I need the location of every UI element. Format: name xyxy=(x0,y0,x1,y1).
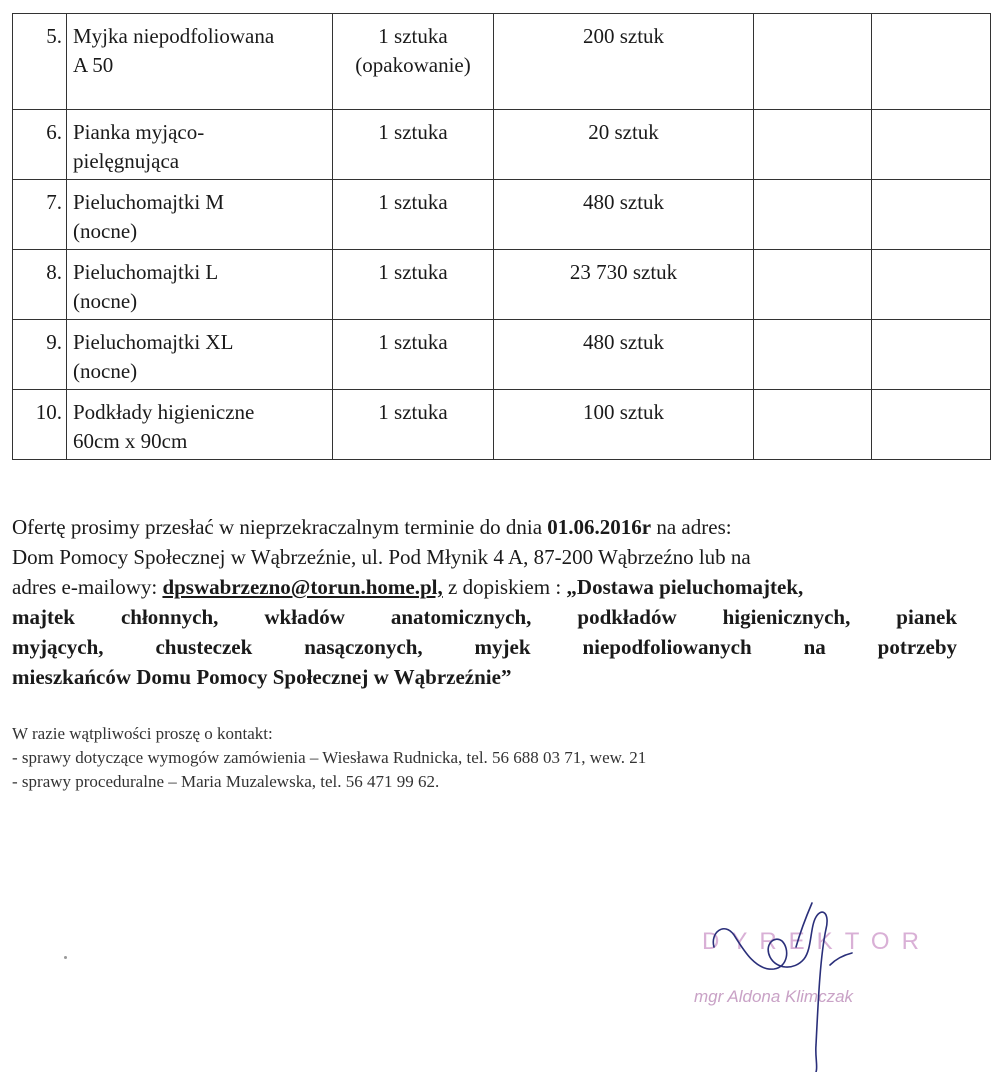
empty-cell-cell xyxy=(754,180,872,250)
annotation-start: „Dostawa pieluchomajtek, xyxy=(566,575,804,599)
row-number-cell xyxy=(13,250,67,320)
item-name-cell xyxy=(67,14,333,110)
empty-cell-cell xyxy=(872,110,991,180)
stamp-title: DYREKTOR xyxy=(702,928,931,955)
item-name-cell xyxy=(67,390,333,460)
empty-cell-cell xyxy=(872,250,991,320)
offer-paragraph xyxy=(12,512,957,692)
item-quantity: 480 sztuk xyxy=(582,190,665,214)
item-unit-cell xyxy=(333,14,494,110)
email-link[interactable]: dpswabrzezno@torun.home.pl, xyxy=(162,575,443,599)
items-table xyxy=(12,13,991,460)
contact-info xyxy=(12,722,646,794)
row-number: 8. xyxy=(46,260,62,284)
row-number: 9. xyxy=(46,330,62,354)
item-unit: 1 sztuka xyxy=(378,330,448,354)
item-name: Pieluchomajtki XL (nocne) xyxy=(73,330,234,383)
row-number-cell xyxy=(13,110,67,180)
item-name: Pianka myjąco- pielęgnująca xyxy=(73,120,205,173)
item-unit-cell xyxy=(333,320,494,390)
item-quantity-cell xyxy=(494,180,754,250)
item-unit-cell xyxy=(333,250,494,320)
table-row xyxy=(13,180,991,250)
item-quantity: 200 sztuk xyxy=(582,24,665,48)
empty-cell-cell xyxy=(754,320,872,390)
offer-line-3: adres e-mailowy: dpswabrzezno@torun.home.pl, z dopiskiem : „Dostawa pieluchomajtek, xyxy=(12,575,804,599)
item-quantity: 480 sztuk xyxy=(582,330,665,354)
item-unit-cell xyxy=(333,180,494,250)
item-unit: 1 sztuka xyxy=(378,120,448,144)
item-name-cell xyxy=(67,110,333,180)
offer-line-2: Dom Pomocy Społecznej w Wąbrzeźnie, ul. Pod Młynik 4 A, 87-200 Wąbrzeźno lub na xyxy=(12,545,751,569)
item-quantity: 100 sztuk xyxy=(582,400,665,424)
item-name: Myjka niepodfoliowana A 50 xyxy=(73,24,275,77)
annotation-line-5: myjących, chusteczek nasączonych, myjek niepodfoliowanych na potrzeby xyxy=(12,635,957,659)
annotation-line-4: majtek chłonnych, wkładów anatomicznych, podkładów higienicznych, pianek xyxy=(12,605,957,629)
empty-cell-cell xyxy=(872,180,991,250)
item-quantity-cell xyxy=(494,14,754,110)
table-row xyxy=(13,110,991,180)
annotation-line-6: mieszkańców Domu Pomocy Społecznej w Wąbrzeźnie” xyxy=(12,665,512,689)
empty-cell-cell xyxy=(872,390,991,460)
item-quantity-cell xyxy=(494,250,754,320)
item-name-cell xyxy=(67,180,333,250)
item-name: Pieluchomajtki L (nocne) xyxy=(73,260,219,313)
item-quantity: 20 sztuk xyxy=(588,120,659,144)
row-number: 7. xyxy=(46,190,62,214)
row-number: 5. xyxy=(46,24,62,48)
handwritten-signature xyxy=(700,895,900,1072)
empty-cell-cell xyxy=(754,14,872,110)
offer-line-1: Ofertę prosimy przesłać w nieprzekraczalnym terminie do dnia 01.06.2016r na adres: xyxy=(12,515,732,539)
item-name: Pieluchomajtki M (nocne) xyxy=(73,190,225,243)
item-unit-cell xyxy=(333,110,494,180)
empty-cell-cell xyxy=(754,390,872,460)
scan-speck xyxy=(64,956,67,959)
item-unit-cell xyxy=(333,390,494,460)
item-unit: 1 sztuka (opakowanie) xyxy=(355,24,471,77)
contact-intro: W razie wątpliwości proszę o kontakt: xyxy=(12,724,273,743)
item-unit: 1 sztuka xyxy=(378,190,448,214)
item-quantity-cell xyxy=(494,390,754,460)
item-name: Podkłady higieniczne 60cm x 90cm xyxy=(73,400,255,453)
row-number-cell xyxy=(13,180,67,250)
table-row xyxy=(13,320,991,390)
item-unit: 1 sztuka xyxy=(378,400,448,424)
item-unit: 1 sztuka xyxy=(378,260,448,284)
stamp-name: mgr Aldona Klimczak xyxy=(694,987,854,1006)
table-row xyxy=(13,14,991,110)
row-number: 6. xyxy=(46,120,62,144)
item-quantity-cell xyxy=(494,320,754,390)
empty-cell-cell xyxy=(872,320,991,390)
item-name-cell xyxy=(67,250,333,320)
item-quantity: 23 730 sztuk xyxy=(569,260,678,284)
item-name-cell xyxy=(67,320,333,390)
empty-cell-cell xyxy=(872,14,991,110)
item-quantity-cell xyxy=(494,110,754,180)
contact-line-procedure: - sprawy proceduralne – Maria Muzalewska, tel. 56 471 99 62. xyxy=(12,772,440,791)
table-row xyxy=(13,250,991,320)
table-row xyxy=(13,390,991,460)
deadline-date: 01.06.2016r xyxy=(547,515,652,539)
contact-line-order: - sprawy dotyczące wymogów zamówienia – Wiesława Rudnicka, tel. 56 688 03 71, wew. 21 xyxy=(12,748,647,767)
row-number: 10. xyxy=(35,400,62,424)
row-number-cell xyxy=(13,320,67,390)
empty-cell-cell xyxy=(754,250,872,320)
row-number-cell xyxy=(13,390,67,460)
empty-cell-cell xyxy=(754,110,872,180)
row-number-cell xyxy=(13,14,67,110)
